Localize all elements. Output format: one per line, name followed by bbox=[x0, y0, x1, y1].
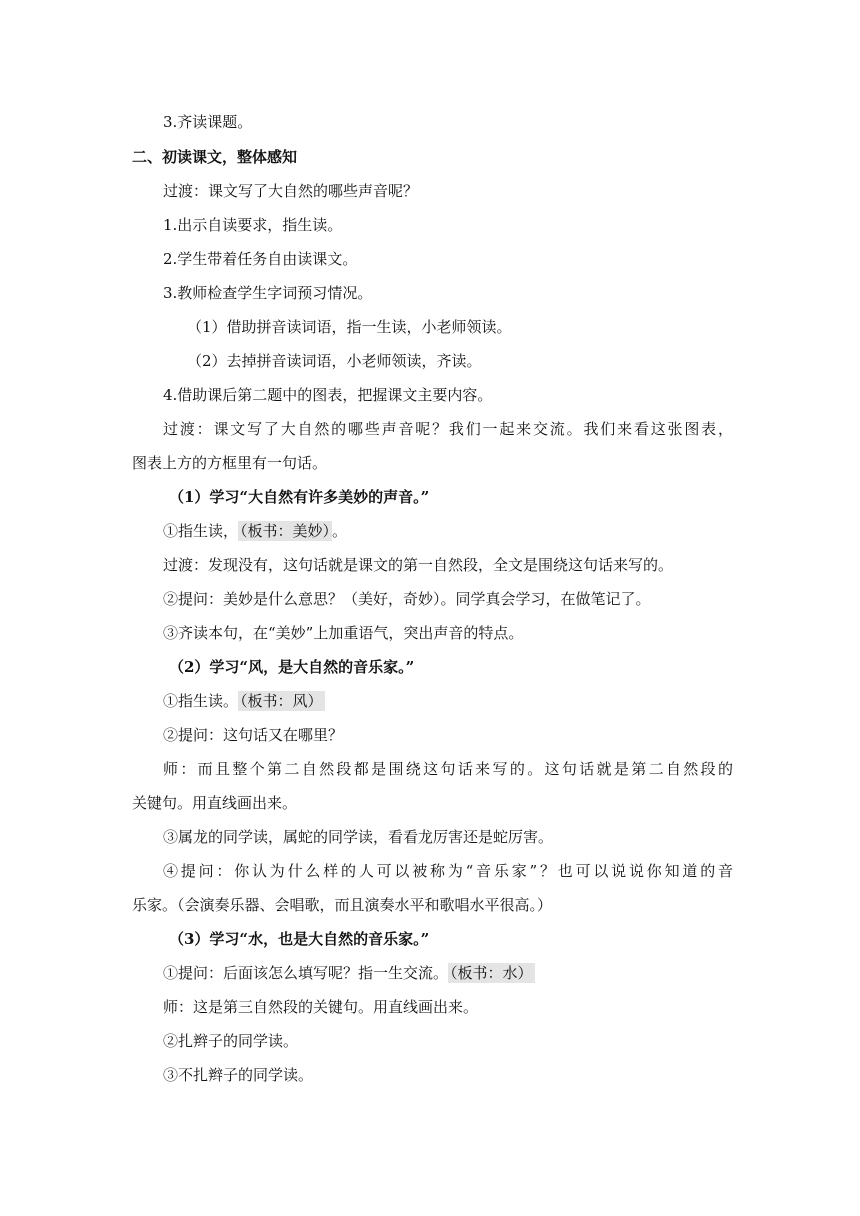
study-heading-2: （2）学习“风，是大自然的音乐家。” bbox=[169, 658, 415, 676]
item-3-3: ③不扎辫子的同学读。 bbox=[163, 1066, 314, 1084]
study-heading-1: （1）学习“大自然有许多美妙的声音。” bbox=[169, 488, 430, 506]
section-heading-2: 二、初读课文，整体感知 bbox=[132, 148, 298, 166]
item-1-2: ②提问：美妙是什么意思？（美好，奇妙）。同学真会学习，在做笔记了。 bbox=[163, 590, 651, 608]
item-1-1: ①指生读， （板书：美妙） 。 bbox=[163, 522, 348, 540]
item-2-2: ②提问：这句话又在哪里？ bbox=[163, 726, 344, 744]
teacher-note-2: 师：这是第三自然段的关键句。用直线画出来。 bbox=[163, 998, 479, 1016]
item-2-4-line-1: ④提问：你认为什么样的人可以被称为“音乐家”？也可以说说你知道的音 bbox=[163, 862, 733, 880]
item-3-1: ①提问：后面该怎么填写呢？指一生交流。 （板书：水） bbox=[163, 964, 533, 982]
transition-2-line-2: 图表上方的方框里有一句话。 bbox=[132, 454, 328, 472]
board-note-meimiao: （板书：美妙） bbox=[240, 522, 331, 540]
step-3-read-title: 3.齐读课题。 bbox=[163, 113, 253, 131]
step-1: 1.出示自读要求，指生读。 bbox=[163, 216, 343, 234]
item-2-4-line-2: 乐家。（会演奏乐器、会唱歌，而且演奏水平和歌唱水平很高。） bbox=[132, 896, 553, 914]
transition-3: 过渡：发现没有，这句话就是课文的第一自然段，全文是围绕这句话来写的。 bbox=[163, 556, 674, 574]
step-4: 4.借助课后第二题中的图表，把握课文主要内容。 bbox=[163, 386, 493, 404]
item-1-3: ③齐读本句，在“美妙”上加重语气，突出声音的特点。 bbox=[163, 624, 524, 642]
transition-2-line-1: 过渡：课文写了大自然的哪些声音呢？我们一起来交流。我们来看这张图表， bbox=[163, 420, 733, 438]
substep-1: （1）借助拼音读词语，指一生读，小老师领读。 bbox=[187, 318, 512, 336]
transition-1: 过渡：课文写了大自然的哪些声音呢？ bbox=[163, 182, 419, 200]
item-2-3: ③属龙的同学读，属蛇的同学读，看看龙厉害还是蛇厉害。 bbox=[163, 828, 554, 846]
step-3: 3.教师检查学生字词预习情况。 bbox=[163, 284, 373, 302]
board-note-feng: （板书：风） bbox=[240, 692, 323, 710]
board-note-shui: （板书：水） bbox=[450, 964, 533, 982]
step-2: 2.学生带着任务自由读课文。 bbox=[163, 250, 358, 268]
teacher-note-1-line-2: 关键句。用直线画出来。 bbox=[132, 794, 298, 812]
item-2-1: ①指生读。 （板书：风） bbox=[163, 692, 323, 710]
item-3-2: ②扎辫子的同学读。 bbox=[163, 1032, 299, 1050]
teacher-note-1-line-1: 师：而且整个第二自然段都是围绕这句话来写的。这句话就是第二自然段的 bbox=[163, 760, 733, 778]
substep-2: （2）去掉拼音读词语，小老师领读，齐读。 bbox=[187, 352, 482, 370]
study-heading-3: （3）学习“水，也是大自然的音乐家。” bbox=[169, 930, 430, 948]
